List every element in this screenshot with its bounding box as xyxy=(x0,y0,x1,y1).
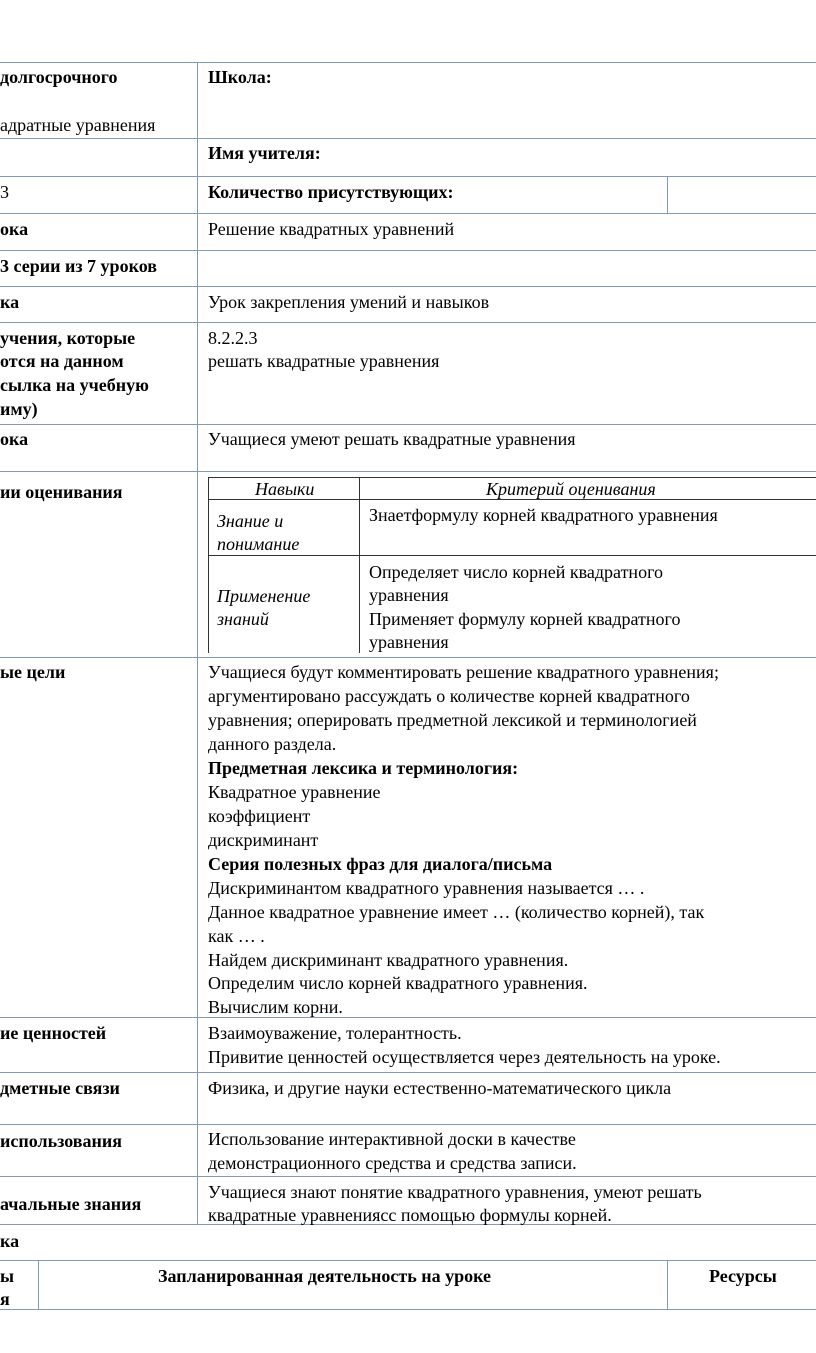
language-goal-line: уравнения; оперировать предметной лексикой и терминологией xyxy=(208,710,697,730)
skill-cell: Знание и xyxy=(217,511,284,531)
vocab-item: дискриминант xyxy=(208,830,319,850)
plan-header-left: ы xyxy=(0,1266,15,1286)
row-label: ка xyxy=(0,292,20,312)
row-label: использования xyxy=(0,1131,122,1151)
row-label: ока xyxy=(0,219,29,239)
inner-column-divider xyxy=(359,477,360,653)
row-divider xyxy=(0,1017,816,1018)
language-goal-line: аргументировано рассуждать о количестве корней квадратного xyxy=(208,686,690,706)
row-label: ока xyxy=(0,429,29,449)
values-line: Взаимоуважение, толерантность. xyxy=(208,1023,462,1043)
school-label: Школа: xyxy=(208,67,272,87)
criteria-cell: Применяет формулу корней квадратного xyxy=(369,609,681,629)
lesson-topic: Решение квадратных уравнений xyxy=(208,219,455,239)
phrase-line: Данное квадратное уравнение имеет … (количество корней), так xyxy=(208,902,705,922)
skill-cell: Применение xyxy=(217,586,311,606)
row-label: адратные уравнения xyxy=(0,115,156,135)
row-divider xyxy=(0,1260,816,1261)
vocab-item: коэффициент xyxy=(208,806,311,826)
objective-text: решать квадратные уравнения xyxy=(208,351,440,371)
plan-header-resources: Ресурсы xyxy=(709,1266,777,1286)
criteria-cell: Определяет число корней квадратного xyxy=(369,562,664,582)
row-label: ачальные знания xyxy=(0,1194,142,1214)
row-divider xyxy=(0,138,816,139)
row-divider xyxy=(0,286,816,287)
row-divider xyxy=(0,424,816,425)
skill-cell: знаний xyxy=(217,609,269,629)
row-label: сылка на учебную xyxy=(0,375,149,395)
phrases-heading: Серия полезных фраз для диалога/письма xyxy=(208,854,553,874)
row-label: отся на данном xyxy=(0,351,124,371)
phrase-line: Дискриминантом квадратного уравнения называется … . xyxy=(208,878,645,898)
criteria-header-criteria: Критерий оценивания xyxy=(486,479,656,499)
column-divider xyxy=(667,176,668,213)
row-label: учения, которые xyxy=(0,328,136,348)
prior-knowledge-line: квадратные уравнениясс помощью формулы корней. xyxy=(208,1205,612,1225)
phrase-line: как … . xyxy=(208,926,265,946)
lesson-type: Урок закрепления умений и навыков xyxy=(208,292,490,312)
lesson-goal: Учащиеся умеют решать квадратные уравнения xyxy=(208,429,576,449)
vocab-heading: Предметная лексика и терминология: xyxy=(208,758,519,778)
language-goal-line: данного раздела. xyxy=(208,734,337,754)
row-label: 3 серии из 7 уроков xyxy=(0,256,157,276)
row-label: ие ценностей xyxy=(0,1023,107,1043)
column-divider xyxy=(38,1260,39,1309)
column-divider xyxy=(197,62,198,1224)
prior-knowledge-line: Учащиеся знают понятие квадратного уравнения, умеют решать xyxy=(208,1182,702,1202)
teacher-label: Имя учителя: xyxy=(208,143,321,163)
criteria-cell: уравнения xyxy=(369,585,449,605)
ict-line: Использование интерактивной доски в качестве xyxy=(208,1129,576,1149)
skill-cell: понимание xyxy=(217,534,300,554)
row-divider xyxy=(0,657,816,658)
row-divider xyxy=(0,1309,816,1310)
plan-header-left: я xyxy=(0,1289,10,1309)
ict-line: демонстрационного средства и средства записи. xyxy=(208,1153,577,1173)
inner-column-divider xyxy=(208,477,209,653)
objective-code: 8.2.2.3 xyxy=(208,328,258,348)
section-label: ка xyxy=(0,1231,20,1251)
criteria-header-skills: Навыки xyxy=(255,479,315,499)
row-divider xyxy=(0,250,816,251)
row-label: дметные связи xyxy=(0,1078,120,1098)
language-goal-line: Учащиеся будут комментировать решение квадратного уравнения; xyxy=(208,662,719,682)
row-label: иму) xyxy=(0,399,38,419)
row-label: долгосрочного xyxy=(0,67,118,87)
row-divider xyxy=(0,322,816,323)
row-divider xyxy=(0,1176,816,1177)
column-divider xyxy=(667,1260,668,1309)
criteria-cell: Знаетформулу корней квадратного уравнения xyxy=(369,505,718,525)
attendance-label: Количество присутствующих: xyxy=(208,182,454,202)
phrase-line: Вычислим корни. xyxy=(208,997,343,1017)
phrase-line: Найдем дискриминант квадратного уравнения. xyxy=(208,950,569,970)
row-divider xyxy=(0,62,816,63)
row-divider xyxy=(0,471,816,472)
criteria-cell: уравнения xyxy=(369,632,449,652)
row-label: ые цели xyxy=(0,662,66,682)
row-divider xyxy=(0,1124,816,1125)
row-label: 3 xyxy=(0,182,9,202)
row-divider xyxy=(0,1072,816,1073)
vocab-item: Квадратное уравнение xyxy=(208,782,381,802)
row-divider xyxy=(0,213,816,214)
phrase-line: Определим число корней квадратного уравнения. xyxy=(208,973,588,993)
cross-links: Физика, и другие науки естественно-математического цикла xyxy=(208,1078,672,1098)
row-divider xyxy=(0,176,816,177)
row-label: ии оценивания xyxy=(0,482,123,502)
values-line: Привитие ценностей осуществляется через деятельность на уроке. xyxy=(208,1047,721,1067)
plan-header-activity: Запланированная деятельность на уроке xyxy=(158,1266,492,1286)
